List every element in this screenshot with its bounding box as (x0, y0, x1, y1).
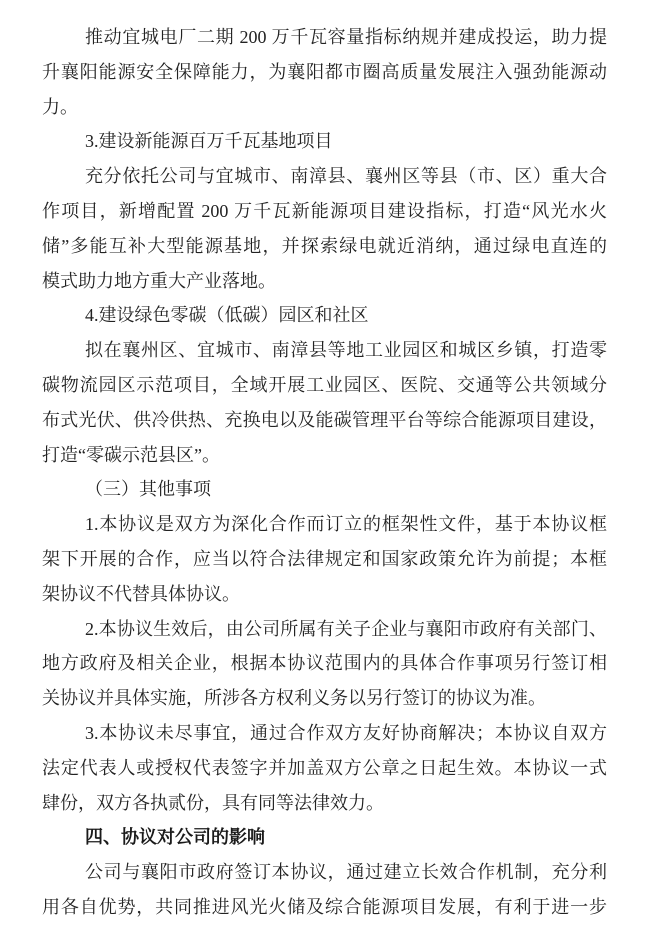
doc-line: 充分依托公司与宜城市、南漳县、襄州区等县（市、区）重大合 (85, 166, 607, 187)
doc-line: 肆份，双方各执贰份，具有同等法律效力。 (42, 792, 384, 813)
doc-line: 法定代表人或授权代表签字并加盖双方公章之日起生效。本协议一式 (42, 757, 607, 778)
doc-line: 力。 (42, 96, 78, 117)
doc-line-subheading-4: 4.建设绿色零碳（低碳）园区和社区 (85, 305, 369, 326)
doc-line: 用各自优势，共同推进风光火储及综合能源项目发展，有利于进一步 (42, 896, 607, 917)
doc-line: 布式光伏、供冷供热、充换电以及能碳管理平台等综合能源项目建设， (42, 409, 607, 430)
doc-line: 架协议不代替具体协议。 (42, 583, 240, 604)
doc-line: 储”多能互补大型能源基地，并探索绿电就近消纳，通过绿电直连的 (42, 235, 607, 256)
doc-line: 作项目，新增配置 200 万千瓦新能源项目建设指标，打造“风光水火 (42, 200, 607, 221)
doc-line: 模式助力地方重大产业落地。 (42, 270, 276, 291)
doc-line: 地方政府及相关企业，根据本协议范围内的具体合作事项另行签订相 (42, 653, 607, 674)
doc-line: 关协议并具体实施，所涉各方权利义务以另行签订的协议为准。 (42, 688, 546, 709)
doc-line-subheading-3: 3.建设新能源百万千瓦基地项目 (85, 131, 333, 152)
doc-line: 拟在襄州区、宜城市、南漳县等地工业园区和城区乡镇，打造零 (85, 340, 607, 361)
doc-line: 打造“零碳示范县区”。 (42, 444, 220, 465)
doc-line-section-label: （三）其他事项 (85, 479, 211, 500)
doc-line: 1.本协议是双方为深化合作而订立的框架性文件，基于本协议框 (85, 514, 607, 535)
doc-line: 公司与襄阳市政府签订本协议，通过建立长效合作机制，充分利 (85, 862, 607, 883)
doc-line: 碳物流园区示范项目，全域开展工业园区、医院、交通等公共领域分 (42, 374, 607, 395)
doc-line: 3.本协议未尽事宜，通过合作双方友好协商解决；本协议自双方 (85, 722, 607, 743)
doc-section-heading: 四、协议对公司的影响 (85, 827, 265, 848)
doc-line: 2.本协议生效后，由公司所属有关子企业与襄阳市政府有关部门、 (85, 618, 607, 639)
doc-line: 架下开展的合作，应当以符合法律规定和国家政策允许为前提；本框 (42, 548, 607, 569)
doc-line: 升襄阳能源安全保障能力，为襄阳都市圈高质量发展注入强劲能源动 (42, 61, 607, 82)
doc-line: 推动宜城电厂二期 200 万千瓦容量指标纳规并建成投运，助力提 (85, 27, 607, 47)
